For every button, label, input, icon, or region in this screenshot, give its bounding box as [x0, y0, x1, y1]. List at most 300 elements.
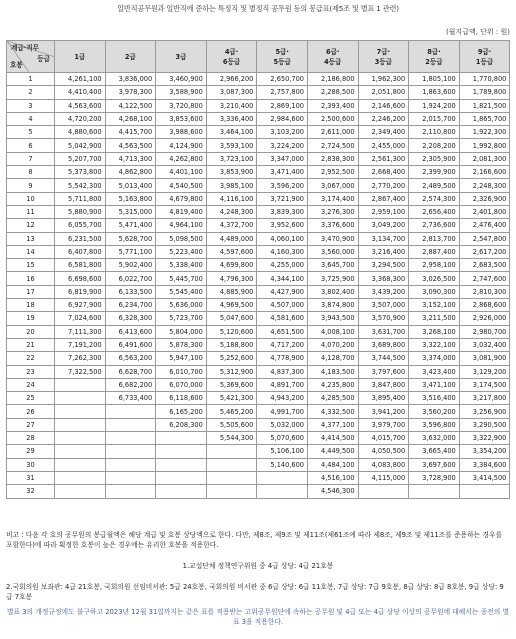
salary-cell: 2,926,000: [459, 312, 510, 325]
table-row: [7, 458, 510, 471]
table-row: [7, 299, 510, 312]
grade-header-label: 4등급: [324, 57, 342, 66]
salary-cell: 1,962,300: [358, 73, 409, 86]
salary-cell: 4,262,800: [156, 152, 207, 165]
salary-cell: 3,067,000: [307, 179, 358, 192]
salary-cell: 2,166,600: [459, 166, 510, 179]
salary-cell: 4,115,000: [358, 471, 409, 484]
salary-cell: 3,174,400: [307, 192, 358, 205]
salary-cell: 6,328,300: [105, 312, 156, 325]
salary-cell: 2,656,400: [409, 205, 460, 218]
grade-header-label: 7급·: [376, 47, 391, 56]
step-cell: 12: [7, 219, 55, 232]
grade-header: [459, 41, 510, 73]
salary-cell: 4,015,700: [358, 432, 409, 445]
salary-cell: 5,421,300: [206, 392, 257, 405]
salary-cell: 4,880,600: [55, 126, 106, 139]
table-row: [7, 325, 510, 338]
salary-cell: 2,288,500: [307, 86, 358, 99]
step-cell: 26: [7, 405, 55, 418]
salary-cell: 3,081,900: [459, 352, 510, 365]
salary-cell: 6,413,600: [105, 325, 156, 338]
salary-cell: 3,471,400: [257, 166, 308, 179]
step-cell: 14: [7, 245, 55, 258]
salary-table: [6, 40, 510, 499]
salary-cell: 3,470,900: [307, 232, 358, 245]
salary-cell: 4,546,300: [307, 485, 358, 498]
grade-header-label: 6등급: [222, 57, 241, 66]
salary-cell: 1,770,800: [459, 73, 510, 86]
salary-cell: 2,393,400: [307, 99, 358, 112]
salary-cell: 4,720,200: [55, 112, 106, 125]
table-row: [7, 418, 510, 431]
salary-cell: 4,516,100: [307, 471, 358, 484]
salary-cell: 2,966,200: [206, 73, 257, 86]
table-header-row: [7, 41, 510, 73]
table-row: [7, 232, 510, 245]
step-cell: 1: [7, 73, 55, 86]
salary-cell: 2,015,700: [409, 112, 460, 125]
salary-cell: 1,863,600: [409, 86, 460, 99]
step-cell: 23: [7, 365, 55, 378]
salary-cell: 3,728,900: [409, 471, 460, 484]
salary-cell: 5,771,100: [105, 245, 156, 258]
salary-cell: 3,336,400: [206, 112, 257, 125]
salary-cell: 4,969,500: [206, 299, 257, 312]
salary-cell: 3,853,900: [206, 166, 257, 179]
salary-cell: 4,862,800: [105, 166, 156, 179]
salary-cell: 4,070,200: [307, 338, 358, 351]
salary-cell: 2,401,800: [459, 205, 510, 218]
salary-cell: 7,191,200: [55, 338, 106, 351]
salary-cell: 4,248,300: [206, 205, 257, 218]
salary-cell: 2,326,900: [459, 192, 510, 205]
salary-cell: 5,338,400: [156, 259, 207, 272]
salary-cell: 6,022,700: [105, 272, 156, 285]
salary-cell: 3,744,500: [358, 352, 409, 365]
salary-cell: [55, 471, 106, 484]
salary-cell: 5,636,000: [156, 299, 207, 312]
salary-cell: [55, 405, 106, 418]
step-cell: 5: [7, 126, 55, 139]
grade-header-label: 2등급: [425, 57, 443, 66]
salary-cell: 3,836,000: [105, 73, 156, 86]
salary-cell: 5,545,400: [156, 285, 207, 298]
salary-cell: 3,596,800: [409, 418, 460, 431]
salary-cell: 7,024,600: [55, 312, 106, 325]
salary-cell: 5,013,400: [105, 179, 156, 192]
table-row: [7, 112, 510, 125]
salary-cell: 7,322,500: [55, 365, 106, 378]
salary-cell: 4,268,100: [105, 112, 156, 125]
salary-cell: 3,414,500: [459, 471, 510, 484]
grade-header: [307, 41, 358, 73]
grade-header: [206, 41, 257, 73]
salary-cell: 6,819,900: [55, 285, 106, 298]
table-row: [7, 139, 510, 152]
table-row: [7, 432, 510, 445]
salary-cell: 3,290,500: [459, 418, 510, 431]
salary-cell: 2,757,800: [257, 86, 308, 99]
salary-cell: 5,207,700: [55, 152, 106, 165]
salary-cell: 6,563,200: [105, 352, 156, 365]
salary-cell: 2,952,500: [307, 166, 358, 179]
grade-header-label: 2급: [124, 52, 136, 61]
salary-cell: [105, 471, 156, 484]
salary-cell: 5,804,000: [156, 325, 207, 338]
step-cell: 18: [7, 299, 55, 312]
salary-cell: 5,465,200: [206, 405, 257, 418]
salary-cell: [105, 405, 156, 418]
table-row: [7, 285, 510, 298]
salary-cell: 3,697,600: [409, 458, 460, 471]
salary-cell: 6,133,500: [105, 285, 156, 298]
salary-cell: 3,645,700: [307, 259, 358, 272]
grade-header: [409, 41, 460, 73]
salary-cell: 2,747,600: [459, 272, 510, 285]
salary-cell: 3,721,900: [257, 192, 308, 205]
salary-cell: 2,984,600: [257, 112, 308, 125]
salary-cell: [156, 485, 207, 498]
salary-cell: 3,134,700: [358, 232, 409, 245]
salary-cell: 4,008,100: [307, 325, 358, 338]
salary-cell: 4,332,500: [307, 405, 358, 418]
salary-cell: 5,878,300: [156, 338, 207, 351]
salary-cell: 4,484,100: [307, 458, 358, 471]
salary-cell: 6,165,200: [156, 405, 207, 418]
salary-cell: 5,544,300: [206, 432, 257, 445]
salary-cell: 3,895,400: [358, 392, 409, 405]
salary-cell: [55, 432, 106, 445]
salary-cell: 2,146,600: [358, 99, 409, 112]
salary-cell: 4,819,400: [156, 205, 207, 218]
table-row: [7, 392, 510, 405]
salary-cell: 4,116,100: [206, 192, 257, 205]
grade-header-label: 1급: [74, 52, 86, 61]
salary-cell: 2,081,300: [459, 152, 510, 165]
table-row: [7, 405, 510, 418]
salary-cell: 5,542,300: [55, 179, 106, 192]
note-item-2: 2.국회의원 보좌관: 4급 21호봉, 국회의원 선임비서관: 5급 24호봉, 국회의원 비서관 중 6급 상당: 6급 11호봉, 7급 상당: 7급 9호봉, 8급 상당: 8급 8호봉, 9급 상당: 9급 7호봉: [6, 583, 504, 601]
table-row: [7, 192, 510, 205]
salary-cell: 2,455,000: [358, 139, 409, 152]
salary-cell: 3,368,300: [358, 272, 409, 285]
salary-cell: 5,188,800: [206, 338, 257, 351]
salary-cell: 2,668,400: [358, 166, 409, 179]
salary-cell: 3,560,200: [409, 405, 460, 418]
salary-cell: 3,439,200: [358, 285, 409, 298]
salary-cell: 6,070,000: [156, 378, 207, 391]
salary-cell: 2,683,500: [459, 259, 510, 272]
step-cell: 16: [7, 272, 55, 285]
salary-cell: 3,087,300: [206, 86, 257, 99]
table-row: [7, 272, 510, 285]
table-row: [7, 179, 510, 192]
salary-cell: [55, 392, 106, 405]
salary-cell: 5,223,400: [156, 245, 207, 258]
salary-cell: 3,839,300: [257, 205, 308, 218]
unit-note: (월지급액, 단위 : 원): [445, 28, 510, 36]
note-footer: 별표 3의 개정규정에도 불구하고 2023년 12월 31일까지는 같은 표를 적용받는 고위공무원단에 속하는 공무원 및 4급 또는 4급 상당 이상의 공무원에 대해서는 종전의 별표 3을 적용한다.: [6, 608, 510, 626]
salary-cell: 5,947,100: [156, 352, 207, 365]
salary-cell: 3,460,900: [156, 73, 207, 86]
salary-cell: 5,140,600: [257, 458, 308, 471]
salary-cell: 3,720,800: [156, 99, 207, 112]
salary-cell: 3,224,200: [257, 139, 308, 152]
salary-cell: 4,414,500: [307, 432, 358, 445]
table-row: [7, 445, 510, 458]
salary-cell: 4,651,500: [257, 325, 308, 338]
step-cell: 3: [7, 99, 55, 112]
salary-cell: 6,927,900: [55, 299, 106, 312]
salary-cell: 2,051,800: [358, 86, 409, 99]
salary-cell: [206, 445, 257, 458]
salary-cell: 2,208,200: [409, 139, 460, 152]
salary-cell: 3,689,800: [358, 338, 409, 351]
salary-cell: 3,725,900: [307, 272, 358, 285]
salary-cell: [105, 445, 156, 458]
salary-cell: 3,802,400: [307, 285, 358, 298]
salary-cell: 3,256,900: [459, 405, 510, 418]
salary-cell: 6,733,400: [105, 392, 156, 405]
step-cell: 15: [7, 259, 55, 272]
salary-cell: 5,163,800: [105, 192, 156, 205]
salary-cell: 3,631,700: [358, 325, 409, 338]
salary-cell: 3,632,000: [409, 432, 460, 445]
salary-cell: 4,717,200: [257, 338, 308, 351]
salary-cell: 4,699,800: [206, 259, 257, 272]
salary-cell: 3,874,800: [307, 299, 358, 312]
step-cell: 6: [7, 139, 55, 152]
salary-cell: [105, 485, 156, 498]
salary-cell: 6,698,600: [55, 272, 106, 285]
grade-header-label: 5등급: [273, 57, 291, 66]
salary-cell: 3,216,400: [358, 245, 409, 258]
salary-cell: 6,118,600: [156, 392, 207, 405]
salary-cell: 4,964,100: [156, 219, 207, 232]
salary-cell: 3,217,800: [459, 392, 510, 405]
salary-cell: 2,489,500: [409, 179, 460, 192]
salary-cell: 3,570,900: [358, 312, 409, 325]
salary-cell: 3,797,600: [358, 365, 409, 378]
table-row: [7, 471, 510, 484]
salary-cell: [55, 445, 106, 458]
salary-cell: 3,853,600: [156, 112, 207, 125]
salary-cell: 6,682,200: [105, 378, 156, 391]
salary-cell: 4,563,500: [105, 139, 156, 152]
salary-cell: 3,376,600: [307, 219, 358, 232]
salary-cell: 4,507,000: [257, 299, 308, 312]
table-row: [7, 485, 510, 498]
salary-cell: 4,344,100: [257, 272, 308, 285]
salary-cell: 4,597,600: [206, 245, 257, 258]
salary-cell: 4,183,500: [307, 365, 358, 378]
grade-header: [358, 41, 409, 73]
salary-cell: 4,837,300: [257, 365, 308, 378]
salary-cell: [206, 458, 257, 471]
salary-cell: [156, 471, 207, 484]
grade-header-label: 8급·: [427, 47, 441, 56]
salary-cell: 4,050,500: [358, 445, 409, 458]
salary-cell: 6,055,700: [55, 219, 106, 232]
salary-cell: [55, 378, 106, 391]
table-row: [7, 166, 510, 179]
salary-cell: [55, 485, 106, 498]
salary-cell: 2,838,300: [307, 152, 358, 165]
salary-cell: 1,789,800: [459, 86, 510, 99]
salary-cell: 2,561,300: [358, 152, 409, 165]
salary-cell: 6,234,700: [105, 299, 156, 312]
salary-cell: 4,563,600: [55, 99, 106, 112]
salary-cell: 3,090,300: [409, 285, 460, 298]
salary-cell: [105, 418, 156, 431]
table-row: [7, 338, 510, 351]
salary-cell: 2,186,800: [307, 73, 358, 86]
salary-cell: 4,581,600: [257, 312, 308, 325]
salary-cell: 6,407,800: [55, 245, 106, 258]
salary-cell: 3,723,100: [206, 152, 257, 165]
salary-cell: [105, 458, 156, 471]
salary-cell: 4,885,900: [206, 285, 257, 298]
salary-cell: 5,098,500: [156, 232, 207, 245]
corner-header: [7, 41, 55, 73]
salary-cell: 4,679,800: [156, 192, 207, 205]
salary-cell: [358, 485, 409, 498]
salary-cell: 2,305,900: [409, 152, 460, 165]
table-row: [7, 126, 510, 139]
salary-cell: 2,869,100: [257, 99, 308, 112]
step-cell: 32: [7, 485, 55, 498]
salary-cell: 3,588,900: [156, 86, 207, 99]
grade-header-label: 6급·: [326, 47, 340, 56]
salary-cell: 4,891,700: [257, 378, 308, 391]
salary-cell: 2,958,100: [409, 259, 460, 272]
salary-cell: 4,778,900: [257, 352, 308, 365]
corner-label-rank: 계급·직무: [11, 44, 39, 52]
salary-cell: 5,032,000: [257, 418, 308, 431]
salary-cell: 6,628,700: [105, 365, 156, 378]
salary-cell: 6,010,700: [156, 365, 207, 378]
salary-cell: 5,373,800: [55, 166, 106, 179]
salary-cell: 2,867,400: [358, 192, 409, 205]
salary-cell: 6,231,500: [55, 232, 106, 245]
salary-cell: [156, 432, 207, 445]
salary-cell: [105, 432, 156, 445]
salary-cell: 3,988,600: [156, 126, 207, 139]
salary-cell: 4,372,700: [206, 219, 257, 232]
salary-cell: 3,943,500: [307, 312, 358, 325]
grade-header: [257, 41, 308, 73]
salary-cell: 1,922,300: [459, 126, 510, 139]
salary-cell: 2,349,400: [358, 126, 409, 139]
salary-cell: [55, 418, 106, 431]
salary-cell: [257, 471, 308, 484]
salary-cell: 3,049,200: [358, 219, 409, 232]
salary-cell: 1,924,200: [409, 99, 460, 112]
salary-cell: 5,902,400: [105, 259, 156, 272]
note-bigo: 비고 : 다음 각 호의 공무원의 봉급월액은 해당 계급 및 호봉 상당액으로 한다. 다만, 제8조, 제9조 및 제11조(제61조에 따라 제8조, 제9조 및 제11조를 준용하는 경우를 포함한다)에 따라 획정한 호봉이 높은 경우에는 유리한 호봉을 적용한다.: [6, 531, 503, 549]
salary-cell: 4,415,700: [105, 126, 156, 139]
salary-cell: 4,991,700: [257, 405, 308, 418]
step-cell: 20: [7, 325, 55, 338]
step-cell: 10: [7, 192, 55, 205]
salary-cell: 4,285,500: [307, 392, 358, 405]
salary-cell: 3,294,500: [358, 259, 409, 272]
salary-cell: 3,026,500: [409, 272, 460, 285]
salary-cell: 5,505,600: [206, 418, 257, 431]
step-cell: 29: [7, 445, 55, 458]
salary-cell: 5,369,600: [206, 378, 257, 391]
corner-label-step: 호봉: [10, 61, 23, 69]
salary-cell: 2,959,100: [358, 205, 409, 218]
step-cell: 19: [7, 312, 55, 325]
table-row: [7, 73, 510, 86]
step-cell: 30: [7, 458, 55, 471]
grade-header: [156, 41, 207, 73]
salary-cell: 2,500,600: [307, 112, 358, 125]
table-row: [7, 365, 510, 378]
salary-table-body: [7, 73, 510, 499]
salary-cell: 2,246,200: [358, 112, 409, 125]
step-cell: 22: [7, 352, 55, 365]
table-row: [7, 152, 510, 165]
salary-cell: 5,445,700: [156, 272, 207, 285]
salary-cell: 2,813,700: [409, 232, 460, 245]
salary-cell: 7,111,300: [55, 325, 106, 338]
salary-cell: 2,617,200: [459, 245, 510, 258]
salary-cell: 6,491,600: [105, 338, 156, 351]
step-cell: 27: [7, 418, 55, 431]
table-row: [7, 205, 510, 218]
step-cell: 4: [7, 112, 55, 125]
step-cell: 21: [7, 338, 55, 351]
step-cell: 13: [7, 232, 55, 245]
salary-cell: 1,865,700: [459, 112, 510, 125]
salary-cell: 3,210,400: [206, 99, 257, 112]
salary-cell: 4,796,300: [206, 272, 257, 285]
salary-cell: 1,805,100: [409, 73, 460, 86]
step-cell: 31: [7, 471, 55, 484]
salary-cell: 2,887,400: [409, 245, 460, 258]
salary-cell: 2,810,300: [459, 285, 510, 298]
page-title: 일반직공무원과 일반직에 준하는 특정직 및 별정직 공무원 등의 봉급표(제5조 및 별표 1 관련): [117, 4, 399, 13]
salary-cell: 2,736,600: [409, 219, 460, 232]
salary-cell: 4,489,000: [206, 232, 257, 245]
salary-cell: 5,106,100: [257, 445, 308, 458]
table-row: [7, 259, 510, 272]
grade-header: [105, 41, 156, 73]
salary-cell: 3,847,800: [358, 378, 409, 391]
salary-cell: 3,322,100: [409, 338, 460, 351]
grade-header: [55, 41, 106, 73]
salary-cell: 3,593,100: [206, 139, 257, 152]
salary-cell: 4,410,400: [55, 86, 106, 99]
step-cell: 9: [7, 179, 55, 192]
grade-header-label: 9급·: [477, 47, 492, 56]
salary-cell: 5,723,700: [156, 312, 207, 325]
salary-cell: 3,985,100: [206, 179, 257, 192]
salary-cell: 3,979,700: [358, 418, 409, 431]
salary-cell: 3,464,100: [206, 126, 257, 139]
salary-cell: 2,110,800: [409, 126, 460, 139]
salary-cell: 4,128,700: [307, 352, 358, 365]
table-row: [7, 86, 510, 99]
salary-cell: 2,868,600: [459, 299, 510, 312]
salary-cell: 2,547,800: [459, 232, 510, 245]
salary-cell: 3,268,100: [409, 325, 460, 338]
salary-cell: 5,880,900: [55, 205, 106, 218]
salary-cell: 4,235,800: [307, 378, 358, 391]
